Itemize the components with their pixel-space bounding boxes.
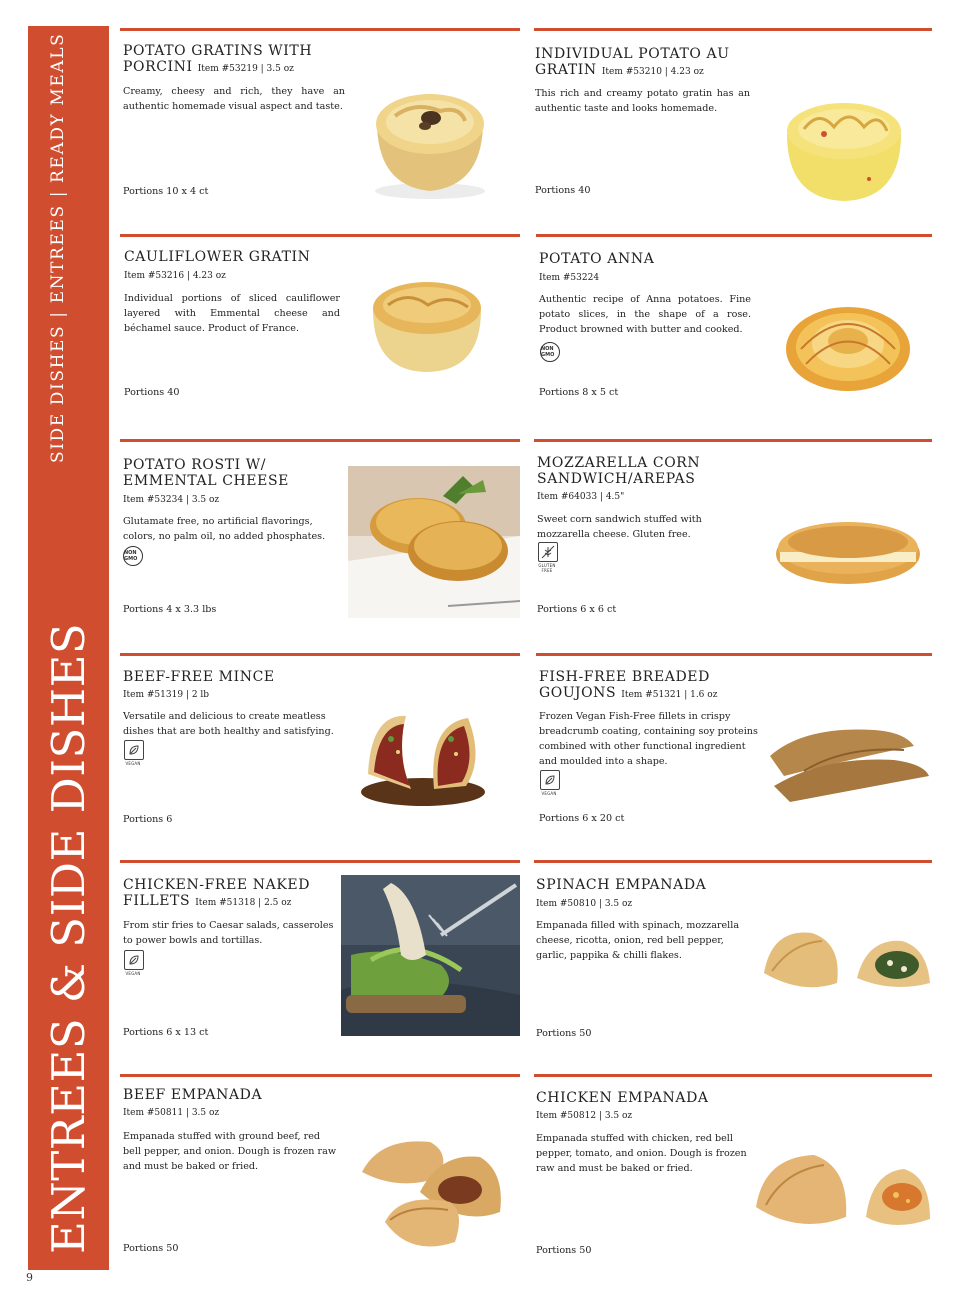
product-description: Empanada stuffed with chicken, red bell pepper, tomato, and onion. Dough is frozen raw and must be baked or fried. — [536, 1133, 747, 1174]
gluten-free-icon — [538, 542, 558, 562]
product-card-potato-rosti — [120, 439, 520, 632]
product-portions: Portions 10 x 4 ct — [123, 186, 209, 197]
product-image-cauliflower-gratin — [368, 275, 486, 375]
sidebar-category-title: SIDE DISHES | ENTREES | READY MEALS — [48, 32, 68, 463]
product-title: BEEF EMPANADA — [123, 1087, 263, 1103]
product-title: CHICKEN EMPANADA — [536, 1090, 709, 1106]
product-portions: Portions 50 — [536, 1028, 592, 1039]
item-number: Item #50811 | 3.5 oz — [123, 1108, 220, 1118]
product-description: Empanada filled with spinach, mozzarella cheese, ricotta, onion, red bell pepper, garlic, pappika & chilli flakes. — [536, 920, 740, 961]
product-image-potato-anna — [781, 289, 916, 399]
product-image-gratin — [365, 76, 495, 206]
item-number: Item #53224 — [539, 273, 600, 283]
product-image-vegan-tacos — [356, 704, 491, 809]
product-portions: Portions 6 — [123, 814, 173, 825]
product-description: Sweet corn sandwich stuffed with mozzarella cheese. Gluten free. — [537, 514, 702, 540]
item-number: Item #53234 | 3.5 oz — [123, 495, 220, 505]
vegan-label: VEGAN — [125, 761, 141, 766]
product-portions: Portions 6 x 6 ct — [537, 604, 617, 615]
product-portions: Portions 40 — [535, 185, 591, 196]
product-title: POTATO ANNA — [539, 251, 655, 267]
product-portions: Portions 4 x 3.3 lbs — [123, 604, 217, 615]
page-number: 9 — [26, 1271, 33, 1284]
product-title: POTATO GRATINS WITH PORCINI Item #53219 | 3.5 oz — [123, 43, 313, 75]
vegan-icon — [124, 950, 144, 970]
product-card-potato-anna — [536, 234, 932, 432]
product-image-potato-gratin — [779, 89, 909, 214]
product-card-cauliflower-gratin — [120, 234, 520, 432]
product-title: INDIVIDUAL POTATO AU GRATIN Item #53210 | 4.23 oz — [535, 46, 730, 78]
product-description: Empanada stuffed with ground beef, red bell pepper, and onion. Dough is frozen raw and must be baked or fried. — [123, 1131, 337, 1172]
product-portions: Portions 50 — [536, 1245, 592, 1256]
product-portions: Portions 40 — [124, 387, 180, 398]
product-card-individual-potato-au-gratin — [534, 28, 932, 221]
product-card-fish-free-goujons — [536, 653, 932, 846]
product-description: Authentic recipe of Anna potatoes. Fine potato slices, in the shape of a rose. Product browned with butter and cooked. — [539, 294, 751, 335]
product-image-beef-empanada — [360, 1132, 505, 1257]
vegan-icon — [124, 740, 144, 760]
product-description: From stir fries to Caesar salads, casseroles to power bowls and tortillas. — [123, 920, 334, 946]
item-number: Item #53216 | 4.23 oz — [124, 271, 226, 281]
product-description: Versatile and delicious to create meatless dishes that are both healthy and satisfying. — [123, 711, 334, 737]
product-description: Glutamate free, no artificial flavorings, colors, no palm oil, no added phosphates. — [123, 516, 326, 542]
product-portions: Portions 6 x 13 ct — [123, 1027, 209, 1038]
item-number: Item #53210 | 4.23 oz — [601, 67, 704, 77]
product-description: Creamy, cheesy and rich, they have an authentic homemade visual aspect and taste. — [123, 86, 345, 112]
product-card-beef-free-mince — [120, 653, 520, 846]
product-card-spinach-empanada — [534, 860, 932, 1053]
vegan-label: VEGAN — [125, 971, 141, 976]
gluten-free-label: GLUTEN FREE — [538, 563, 556, 573]
item-number: Item #51321 | 1.6 oz — [621, 690, 718, 700]
product-title: SPINACH EMPANADA — [536, 877, 707, 893]
vegan-label: VEGAN — [541, 791, 557, 796]
product-title: POTATO ROSTI W/ EMMENTAL CHEESE — [123, 457, 289, 489]
item-number: Item #51319 | 2 lb — [123, 690, 210, 700]
product-image-spinach-empanada — [762, 923, 932, 993]
product-description: This rich and creamy potato gratin has an authentic taste and looks homemade. — [535, 88, 750, 114]
item-number: Item #53219 | 3.5 oz — [197, 64, 294, 74]
product-title: BEEF-FREE MINCE — [123, 669, 275, 685]
product-portions: Portions 8 x 5 ct — [539, 387, 619, 398]
product-card-mozzarella-corn-sandwich — [534, 439, 932, 632]
product-image-chicken-empanada — [754, 1147, 932, 1237]
product-card-beef-empanada — [120, 1074, 520, 1272]
item-number: Item #50812 | 3.5 oz — [536, 1111, 633, 1121]
product-card-chicken-empanada — [534, 1074, 932, 1272]
product-image-chicken-free-salad — [341, 875, 520, 1036]
item-number: Item #51318 | 2.5 oz — [195, 898, 292, 908]
non-gmo-icon: NON GMO — [123, 546, 143, 566]
product-title: CAULIFLOWER GRATIN — [124, 249, 311, 265]
product-title: MOZZARELLA CORN SANDWICH/AREPAS — [537, 455, 701, 487]
non-gmo-icon: NON GMO — [540, 342, 560, 362]
product-portions: Portions 50 — [123, 1243, 179, 1254]
item-number: Item #64033 | 4.5" — [537, 492, 625, 502]
vegan-icon — [540, 770, 560, 790]
product-description: Individual portions of sliced cauliflower layered with Emmental cheese and béchamel sauce. Product of France. — [124, 293, 340, 334]
product-card-chicken-free-fillets — [120, 860, 520, 1053]
item-number: Item #50810 | 3.5 oz — [536, 899, 633, 909]
product-image-arepa — [774, 512, 922, 587]
product-title: FISH-FREE BREADED GOUJONS Item #51321 | 1.6 oz — [539, 669, 718, 701]
product-title: CHICKEN-FREE NAKED FILLETS Item #51318 | 2.5 oz — [123, 877, 311, 909]
product-image-fish-free-goujons — [764, 716, 932, 806]
product-image-potato-rosti — [348, 466, 520, 618]
product-description: Frozen Vegan Fish-Free fillets in crispy breadcrumb coating, containing soy proteins combined with other functional ingredient and moulded into a shape. — [539, 711, 758, 767]
product-card-potato-gratins-porcini — [120, 28, 520, 221]
product-portions: Portions 6 x 20 ct — [539, 813, 625, 824]
sidebar-section-title: ENTREES & SIDE DISHES — [42, 622, 95, 1254]
